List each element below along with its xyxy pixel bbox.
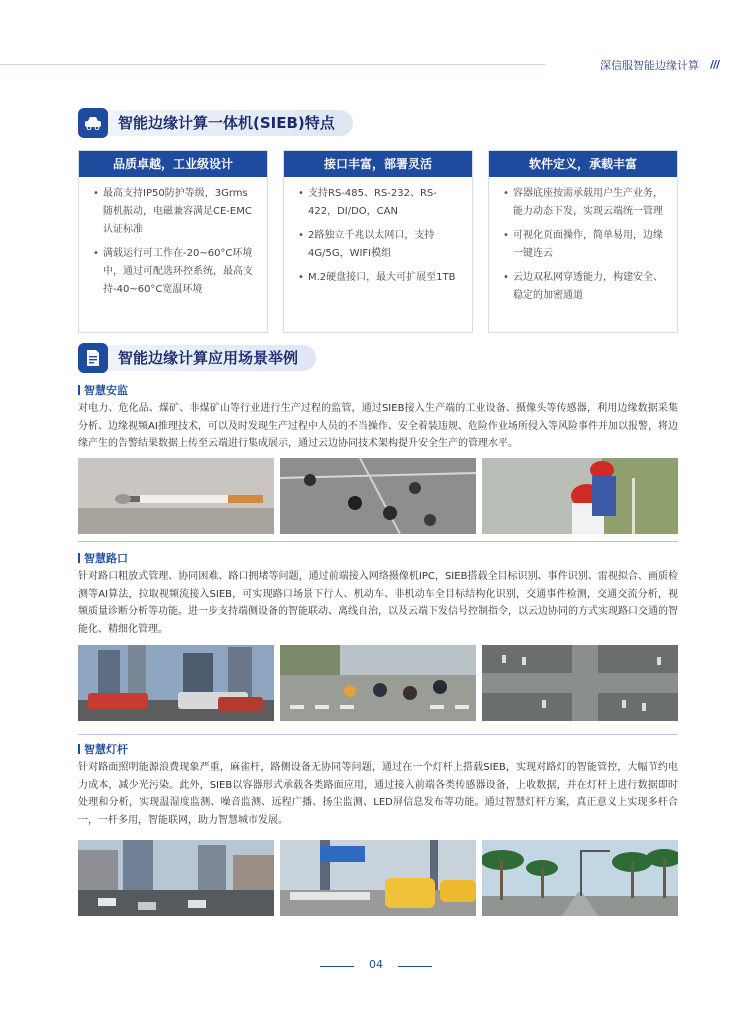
section-title-scenarios xyxy=(78,343,316,373)
feature-column-interfaces xyxy=(283,150,473,333)
scene-title-lamppost: 智慧灯杆 xyxy=(78,741,128,757)
brand-name: 深信服智能边缘计算 xyxy=(600,59,699,72)
scene-text-lamppost: 针对路面照明能源浪费现象严重，麻雀杆，路侧设备无协同等问题，通过在一个灯杆上搭载SIEB，实现对路灯的智能管控，大幅节约电力成本，减少光污染。此外，SIEB以容器形式承载各类路面应用，通过接入前端各类传感器设备，上收数据，并在灯杆上进行数据即时处理和分析，实现温湿度监测、噪音监测、远程广播、扬尘监测、LED屏信息发布等功能。通过智慧灯杆方案，真正意义上实现多杆合一，一杆多用，智能联网，助力智慧城市发展。 xyxy=(78,762,678,826)
feature-item: • 可视化页面操作，简单易用，边缘一键连云 xyxy=(503,227,667,263)
feature-item: • 最高支持IP50防护等级，3Grms随机振动，电磁兼容满足CE-EMC认证标准 xyxy=(93,185,257,239)
feature-column-title: 品质卓越，工业级设计 xyxy=(79,151,267,177)
palm-road-photo xyxy=(482,840,678,916)
header-rule xyxy=(0,64,545,65)
feature-item: • 满载运行可工作在-20~60°C环境中，通过可配选环控系统，最高支持-40~60°C宽温环境 xyxy=(93,245,257,299)
feature-column-software xyxy=(488,150,678,333)
city-street-photo xyxy=(78,840,274,916)
footer-rule-left xyxy=(320,966,354,967)
section-title-features xyxy=(78,108,353,138)
worker-helmet-photo xyxy=(482,458,678,534)
section-title-text: 智能边缘计算一体机(SIEB)特点 xyxy=(108,110,353,136)
scene-title-intersection: 智慧路口 xyxy=(78,550,128,566)
document-icon xyxy=(78,343,108,373)
feature-item: • 云边双私网穿透能力，构建安全、稳定的加密通道 xyxy=(503,269,667,305)
scene-title-safety: 智慧安监 xyxy=(78,382,128,398)
cigarette-photo xyxy=(78,458,274,534)
scene-text-intersection: 针对路口粗放式管理、协同困难、路口拥堵等问题，通过前端接入网络摄像机IPC，SIEB搭载全目标识别、事件识别、雷视拟合、画质检测等AI算法，拉取视频流接入SIEB，可实现路口场景下行人、机动车、非机动车全目标结构化识别，交通事件检测，交通交流分析，视频质量诊断分析等功能。进一步支持端侧设备的智能联动、离线自治，以及云端下发信号控制指令，以云边协同的方式实现路口交通的智能化、精细化管理。 xyxy=(78,571,678,635)
feature-columns xyxy=(78,150,678,331)
scene-images-intersection xyxy=(78,645,678,721)
footer-rule-right xyxy=(398,966,432,967)
feature-item: • 2路独立千兆以太网口，支持4G/5G，WIFI模组 xyxy=(298,227,462,263)
section-title-text: 智能边缘计算应用场景举例 xyxy=(108,345,316,371)
feature-item: • 支持RS-485、RS-232、RS-422，DI/DO，CAN xyxy=(298,185,462,221)
brand-slash-mark: /// xyxy=(709,58,719,71)
feature-item: • 容器底座按需承载用户生产业务，能力动态下发，实现云端统一管理 xyxy=(503,185,667,221)
crosswalk-cyclists-photo xyxy=(280,645,476,721)
scene-text-safety: 对电力、危化品、煤矿、非煤矿山等行业进行生产过程的监管，通过SIEB接入生产端的工业设备、摄像头等传感器，利用边缘数据采集分析、边缘视频AI推理技术，可以及时发现生产过程中人员的不当操作、安全着装违规、危险作业场所侵入等风险事件并加以报警，将边缘产生的告警结果数据上传至云端进行集成展示，通过云边协同技术架构提升安全生产的管理水平。 xyxy=(78,403,678,449)
city-buses-photo xyxy=(78,645,274,721)
section-divider xyxy=(78,541,678,542)
feature-item: • M.2硬盘接口，最大可扩展至1TB xyxy=(298,269,462,287)
feature-column-title: 软件定义，承载丰富 xyxy=(489,151,677,177)
feature-column-quality xyxy=(78,150,268,333)
motorcycles-photo xyxy=(280,458,476,534)
page-footer xyxy=(0,958,755,978)
page-number: 04 xyxy=(369,958,383,971)
scene-images-lamppost xyxy=(78,840,678,916)
aerial-intersection-photo xyxy=(482,645,678,721)
vehicle-icon xyxy=(78,108,108,138)
taxis-photo xyxy=(280,840,476,916)
scene-images-safety xyxy=(78,458,678,534)
section-divider xyxy=(78,734,678,735)
feature-column-title: 接口丰富，部署灵活 xyxy=(284,151,472,177)
